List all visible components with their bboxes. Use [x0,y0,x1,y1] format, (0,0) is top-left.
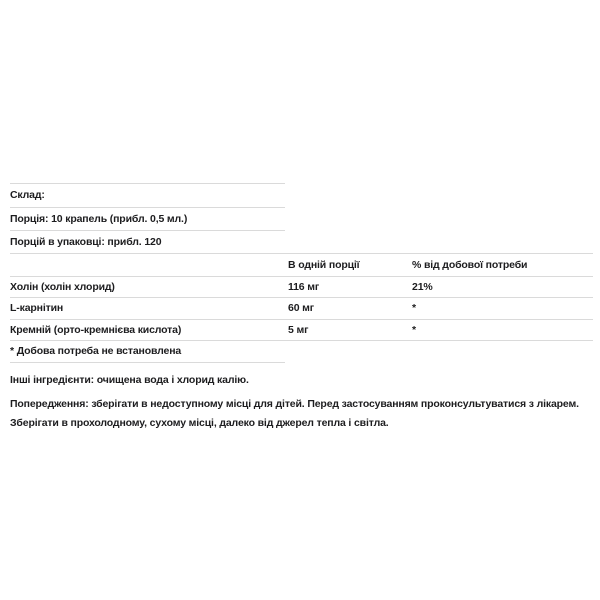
servings-per-container-row [10,230,285,253]
ingredient-daily-value: 21% [412,280,433,293]
facts-table-header [10,253,593,276]
daily-value-footnote: * Добова потреба не встановлена [10,345,182,357]
composition-label: Склад: [10,189,45,202]
ingredient-name: L-карнітин [10,302,64,315]
ingredient-name: Холін (холін хлорид) [10,280,115,293]
footnote-row [10,340,593,362]
supplement-facts-panel [10,183,593,433]
ingredient-name: Кремній (орто-кремнієва кислота) [10,323,182,336]
table-row [10,319,593,340]
ingredient-daily-value: * [412,302,416,315]
servings-per-container-label: Порцій в упаковці: прибл. 120 [10,236,162,248]
composition-row [10,183,285,207]
column-per-serving-header: В одній порції [288,258,360,271]
footnote-underline [10,362,285,363]
ingredient-amount: 60 мг [288,302,314,315]
warnings-text: Попередження: зберігати в недоступному місці для дітей. Перед застосуванням проконсультуватися з лікарем. Зберігати в прохолодному, сухому місці, далеко від джерел тепла і світла. [10,397,579,429]
serving-size-row [10,207,285,231]
ingredient-daily-value: * [412,323,416,336]
column-daily-value-header: % від добової потреби [412,258,528,271]
table-row [10,276,593,298]
serving-size-label: Порція: 10 крапель (прибл. 0,5 мл.) [10,212,188,225]
ingredient-amount: 116 мг [288,280,320,293]
other-ingredients-text: Інші інгредієнти: очищена вода і хлорид калію. [10,373,249,386]
table-row [10,297,593,319]
ingredient-amount: 5 мг [288,323,309,336]
